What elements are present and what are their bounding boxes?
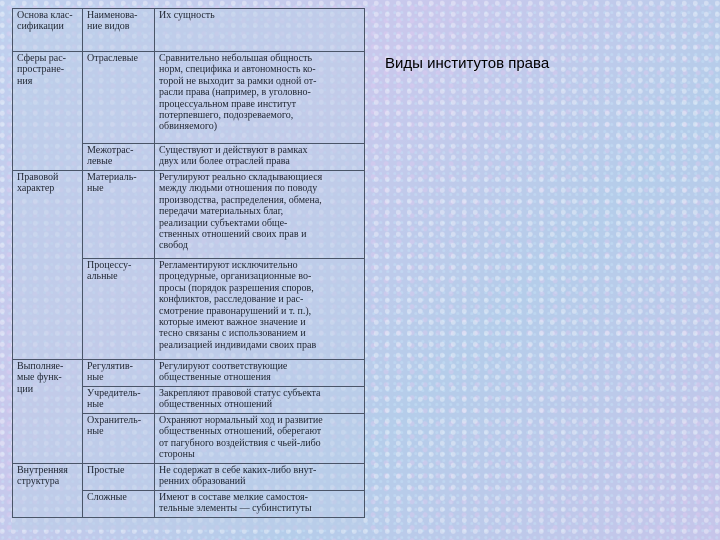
type-cell: Сложные — [83, 491, 155, 518]
header-type: Наименова- ние видов — [83, 9, 155, 52]
basis-cell: Правовой характер — [13, 171, 83, 360]
type-cell: Простые — [83, 464, 155, 491]
essence-cell: Имеют в составе мелкие самостоя- тельные элементы — субинституты — [155, 491, 365, 518]
header-basis: Основа клас- сификации — [13, 9, 83, 52]
classification-table — [12, 8, 365, 518]
type-cell: Материаль- ные — [83, 171, 155, 259]
slide-title: Виды институтов права — [385, 55, 550, 72]
table-row — [13, 52, 365, 144]
essence-cell: Сравнительно небольшая общность норм, специфика и автономность ко- торой не выходит за рамки одной от- расли права (например, в уголовно- процессуальном праве институт потерпевшего, подозреваемого, обвиняемого) — [155, 52, 365, 144]
essence-cell: Регулируют реально складывающиеся между людьми отношения по поводу производства, распределения, обмена, передачи материальных благ, реализации субъектами обще- ственных отношений своих прав и свобод — [155, 171, 365, 259]
header-essence: Их сущность — [155, 9, 365, 52]
type-cell: Регулятив- ные — [83, 360, 155, 387]
essence-cell: Закрепляют правовой статус субъекта общественных отношений — [155, 387, 365, 414]
basis-cell: Внутренняя структура — [13, 464, 83, 518]
type-cell: Процессу- альные — [83, 259, 155, 360]
type-cell: Учредитель- ные — [83, 387, 155, 414]
table-row — [13, 464, 365, 491]
basis-cell: Выполняе- мые функ- ции — [13, 360, 83, 464]
essence-cell: Регулируют соответствующие общественные отношения — [155, 360, 365, 387]
essence-cell: Существуют и действуют в рамках двух или более отраслей права — [155, 144, 365, 171]
scanned-table-image — [12, 8, 364, 530]
type-cell: Охранитель- ные — [83, 414, 155, 464]
basis-cell: Сферы рас- простране- ния — [13, 52, 83, 171]
type-cell: Отраслевые — [83, 52, 155, 144]
essence-cell: Регламентируют исключительно процедурные, организационные во- просы (порядок разрешения споров, конфликтов, расследование и рас- смотрение правонарушений и т. п.), которые имеют важное значение и тесно связаны с использованием и реализацией индивидами своих прав — [155, 259, 365, 360]
essence-cell: Не содержат в себе каких-либо внут- ренних образований — [155, 464, 365, 491]
table-header-row — [13, 9, 365, 52]
essence-cell: Охраняют нормальный ход и развитие общественных отношений, оберегают от пагубного воздействия с чьей-либо стороны — [155, 414, 365, 464]
table-row — [13, 360, 365, 387]
type-cell: Межотрас- левые — [83, 144, 155, 171]
table-row — [13, 171, 365, 259]
